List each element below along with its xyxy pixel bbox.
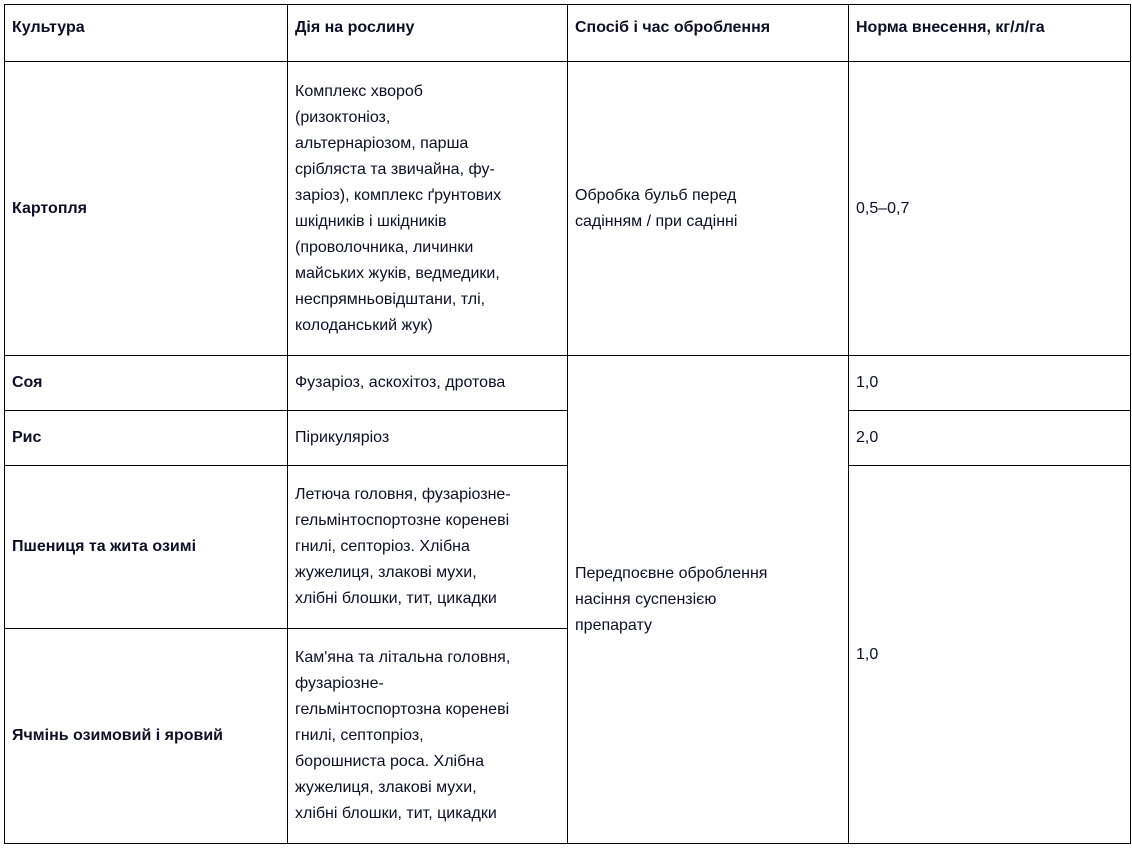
header-method: Спосіб і час оброблення [568,5,849,62]
table-header-row [5,5,1131,62]
action-cell: Пірикуляріоз [288,411,568,466]
rate-cell: 0,5–0,7 [849,62,1131,356]
crop-cell: Пшениця та жита озимі [5,466,288,629]
shared-rate-cell: 1,0 [849,466,1131,844]
table-row [5,62,1131,356]
pesticide-table [4,4,1131,844]
crop-cell: Ячмінь озимовий і яровий [5,629,288,844]
crop-cell: Картопля [5,62,288,356]
rate-cell: 1,0 [849,356,1131,411]
header-rate: Норма внесення, кг/л/га [849,5,1131,62]
action-cell: Кам'яна та літальна головня, фузаріозне- гельмінтоспортозна кореневі гнилі, септопріоз, борошниста роса. Хлібна жужелиця, злакові мухи, хлібні блошки, тит, цикадки [288,629,568,844]
crop-cell: Соя [5,356,288,411]
shared-method-cell: Передпоєвне оброблення насіння суспензією препарату [568,356,849,844]
action-cell: Фузаріоз, аскохітоз, дротова [288,356,568,411]
action-cell: Комплекс хвороб (ризоктоніоз, альтернаріозом, парша срібляста та звичайна, фу- заріоз), комплекс ґрунтових шкідників і шкідників (проволочника, личинки майських жуків, ведмедики, неспрямньовідштани, тлі, колоданський жук) [288,62,568,356]
header-action: Дія на рослину [288,5,568,62]
action-cell: Летюча головня, фузаріозне- гельмінтоспортозне кореневі гнилі, септоріоз. Хлібна жужелиця, злакові мухи, хлібні блошки, тит, цикадки [288,466,568,629]
header-crop: Культура [5,5,288,62]
table-row [5,356,1131,411]
rate-cell: 2,0 [849,411,1131,466]
crop-cell: Рис [5,411,288,466]
method-cell: Обробка бульб перед садінням / при садінні [568,62,849,356]
